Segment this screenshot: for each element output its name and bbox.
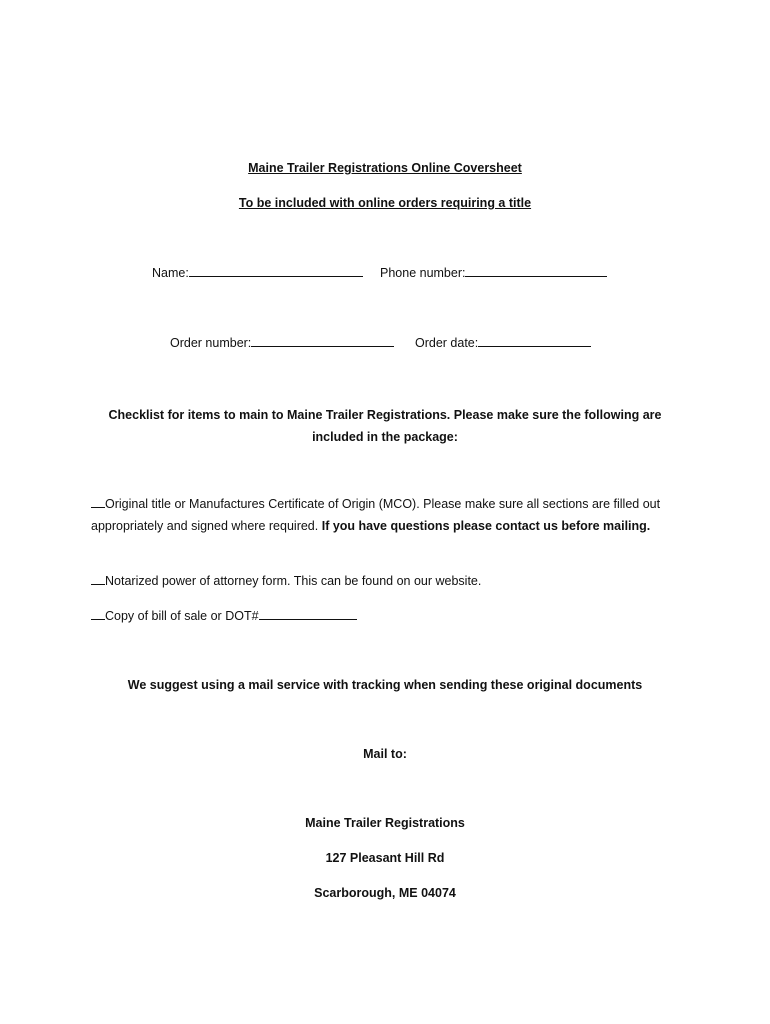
checklist-item-text: Original title or Manufactures Certificate of Origin (MCO). Please make sure all sections are filled out appropriately and signed where required. bbox=[91, 497, 661, 533]
order-number-field bbox=[170, 335, 394, 350]
order-date-field bbox=[415, 335, 591, 350]
checklist-item-text: Copy of bill of sale or DOT# bbox=[105, 609, 259, 623]
checklist-item-note: If you have questions please contact us before mailing. bbox=[321, 519, 651, 533]
checklist-item-bill-of-sale bbox=[91, 605, 681, 627]
checkbox-blank[interactable] bbox=[91, 573, 105, 585]
order-date-input-line[interactable] bbox=[478, 335, 591, 347]
mail-to-label: Mail to: bbox=[363, 747, 407, 761]
mail-address-name: Maine Trailer Registrations bbox=[305, 816, 465, 830]
name-label: Name: bbox=[152, 266, 189, 280]
phone-label: Phone number: bbox=[380, 266, 466, 280]
dot-number-input-line[interactable] bbox=[259, 608, 357, 620]
checkbox-blank[interactable] bbox=[91, 496, 105, 508]
mail-address-city: Scarborough, ME 04074 bbox=[314, 886, 456, 900]
phone-input-line[interactable] bbox=[465, 265, 607, 277]
checklist-item-text: Notarized power of attorney form. This can be found on our website. bbox=[105, 574, 482, 588]
tracking-notice: We suggest using a mail service with tracking when sending these original documents bbox=[127, 678, 643, 692]
name-field bbox=[152, 265, 363, 280]
phone-field bbox=[380, 265, 607, 280]
checklist-item-power-of-attorney bbox=[91, 570, 681, 592]
order-date-label: Order date: bbox=[415, 336, 479, 350]
checklist-heading: Checklist for items to main to Maine Trailer Registrations. Please make sure the following are included in the package: bbox=[108, 408, 662, 444]
checklist-item-original-title bbox=[91, 493, 681, 537]
name-input-line[interactable] bbox=[189, 265, 363, 277]
document-subtitle: To be included with online orders requiring a title bbox=[238, 196, 532, 210]
document-title: Maine Trailer Registrations Online Coversheet bbox=[248, 161, 522, 175]
mail-address-street: 127 Pleasant Hill Rd bbox=[325, 851, 445, 865]
order-number-input-line[interactable] bbox=[251, 335, 394, 347]
order-number-label: Order number: bbox=[170, 336, 252, 350]
checkbox-blank[interactable] bbox=[91, 608, 105, 620]
